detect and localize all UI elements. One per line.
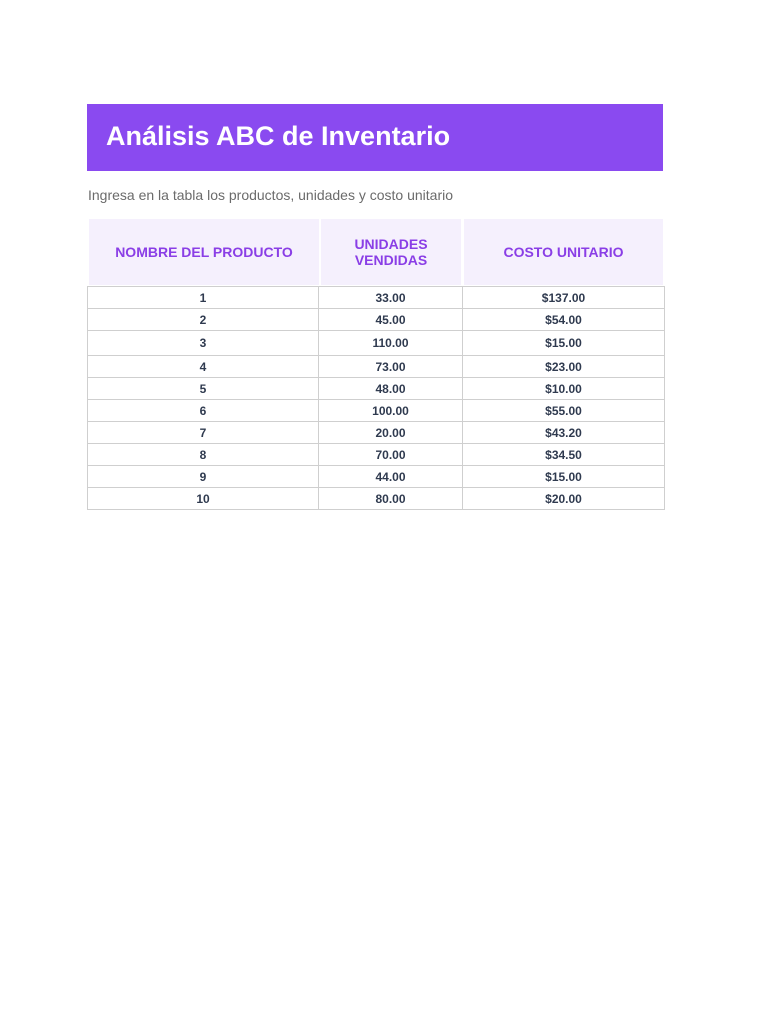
header-units-sold	[321, 219, 461, 285]
title-banner	[87, 104, 663, 171]
cell-product[interactable]: 9	[88, 466, 319, 488]
cell-units[interactable]: 110.00	[319, 331, 463, 356]
cell-product[interactable]: 5	[88, 378, 319, 400]
table-row	[88, 422, 665, 444]
cell-units[interactable]: 33.00	[319, 287, 463, 309]
cell-units[interactable]: 100.00	[319, 400, 463, 422]
table-row	[88, 378, 665, 400]
cell-product[interactable]: 3	[88, 331, 319, 356]
cell-product[interactable]: 7	[88, 422, 319, 444]
cell-cost[interactable]: $15.00	[463, 331, 665, 356]
cell-cost[interactable]: $20.00	[463, 488, 665, 510]
header-unit-cost-label: COSTO UNITARIO	[503, 244, 624, 260]
cell-cost[interactable]: $23.00	[463, 356, 665, 378]
cell-cost[interactable]: $34.50	[463, 444, 665, 466]
cell-product[interactable]: 8	[88, 444, 319, 466]
header-unit-cost	[464, 219, 663, 285]
cell-cost[interactable]: $137.00	[463, 287, 665, 309]
page-title: Análisis ABC de Inventario	[106, 121, 451, 151]
table-row	[88, 331, 665, 356]
table-row	[88, 287, 665, 309]
header-product-name-label: NOMBRE DEL PRODUCTO	[115, 244, 293, 260]
table-row	[88, 309, 665, 331]
table-header	[87, 219, 664, 285]
cell-units[interactable]: 70.00	[319, 444, 463, 466]
cell-cost[interactable]: $54.00	[463, 309, 665, 331]
cell-units[interactable]: 73.00	[319, 356, 463, 378]
instruction-text: Ingresa en la tabla los productos, unidades y costo unitario	[88, 187, 454, 203]
cell-product[interactable]: 4	[88, 356, 319, 378]
table-row	[88, 444, 665, 466]
cell-product[interactable]: 2	[88, 309, 319, 331]
inventory-table	[87, 286, 665, 510]
cell-product[interactable]: 10	[88, 488, 319, 510]
cell-cost[interactable]: $15.00	[463, 466, 665, 488]
table-row	[88, 400, 665, 422]
cell-units[interactable]: 48.00	[319, 378, 463, 400]
cell-product[interactable]: 6	[88, 400, 319, 422]
cell-product[interactable]: 1	[88, 287, 319, 309]
cell-units[interactable]: 45.00	[319, 309, 463, 331]
cell-cost[interactable]: $55.00	[463, 400, 665, 422]
cell-units[interactable]: 44.00	[319, 466, 463, 488]
cell-cost[interactable]: $10.00	[463, 378, 665, 400]
table-row	[88, 466, 665, 488]
table-row	[88, 488, 665, 510]
cell-cost[interactable]: $43.20	[463, 422, 665, 444]
header-product-name	[89, 219, 319, 285]
table-row	[88, 356, 665, 378]
cell-units[interactable]: 80.00	[319, 488, 463, 510]
cell-units[interactable]: 20.00	[319, 422, 463, 444]
header-units-sold-label: UNIDADES VENDIDAS	[354, 236, 428, 268]
